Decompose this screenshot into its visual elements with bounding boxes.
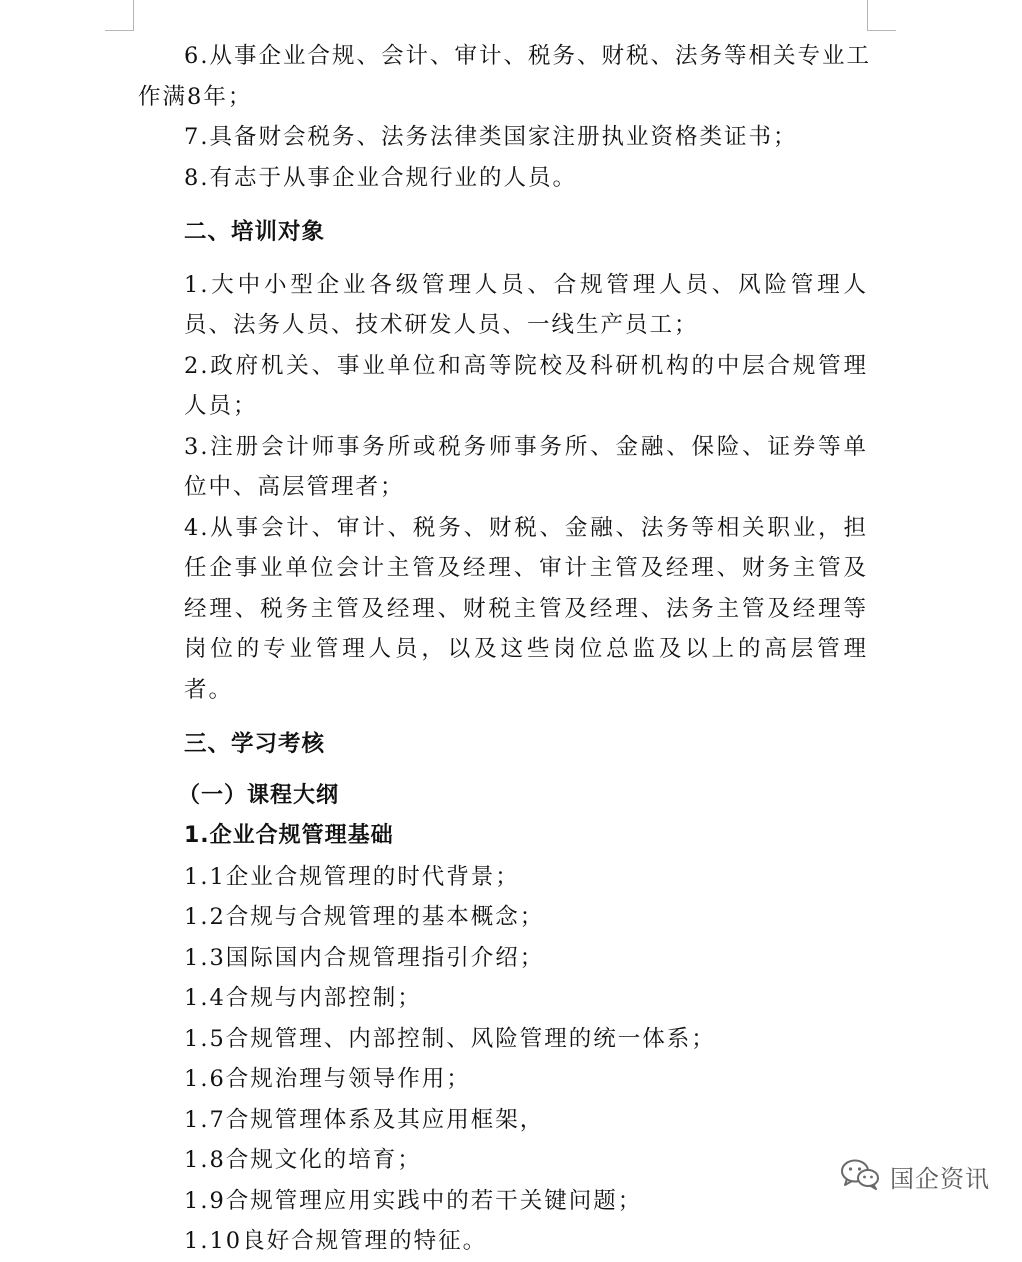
topic-item: 1.4合规与内部控制；	[184, 985, 422, 1011]
topic-item: 1.5合规管理、内部控制、风险管理的统一体系；	[184, 1025, 716, 1052]
target-item-1: 1.大中小型企业各级管理人员、合规管理人员、风险管理人员、法务人员、技术研发人员、一线生产员工；	[184, 271, 868, 338]
target-item-3: 3.注册会计师事务所或税务师事务所、金融、保险、证券等单位中、高层管理者；	[184, 433, 868, 500]
target-item-2: 2.政府机关、事业单位和高等院校及科研机构的中层合规管理人员；	[184, 352, 868, 419]
subsection-heading-course-outline: （一）课程大纲	[178, 782, 340, 808]
crop-mark-right	[867, 0, 896, 31]
topic-item: 1.6合规治理与领导作用；	[184, 1066, 471, 1092]
topic-item: 1.9合规管理应用实践中的若干关键问题；	[184, 1187, 643, 1214]
module-title: 1.企业合规管理基础	[184, 823, 394, 848]
crop-mark-left	[105, 0, 134, 31]
requirement-item-6-line-1: 6.从事企业合规、会计、审计、税务、财税、法务等相关专业工	[184, 43, 871, 69]
target-item-4: 4.从事会计、审计、税务、财税、金融、法务等相关职业，担任企事业单位会计主管及经理、审计主管及经理、财务主管及经理、税务主管及经理、财税主管及经理、法务主管及经理等岗位的专业管理人员，以及这些岗位总监及以上的高层管理者。	[184, 514, 868, 703]
topic-list	[138, 857, 868, 1262]
requirement-item-6-line-2: 作满8年；	[138, 83, 253, 110]
topic-item: 1.3国际国内合规管理指引介绍；	[184, 944, 545, 971]
section-heading-study-assessment: 三、学习考核	[184, 731, 326, 757]
topic-item: 1.2合规与合规管理的基本概念；	[184, 904, 545, 930]
watermark-text: 国企资讯	[890, 1164, 990, 1193]
watermark	[840, 1157, 990, 1195]
topic-item: 1.10良好合规管理的特征。	[184, 1228, 488, 1254]
topic-item: 1.8合规文化的培育；	[184, 1147, 422, 1173]
section-heading-training-targets: 二、培训对象	[184, 219, 326, 245]
topic-item: 1.1企业合规管理的时代背景；	[184, 863, 520, 890]
requirement-item-8: 8.有志于从事企业合规行业的人员。	[184, 164, 577, 191]
document-page	[138, 36, 871, 1262]
wechat-icon	[840, 1157, 880, 1195]
requirement-item-7: 7.具备财会税务、法务法律类国家注册执业资格类证书；	[184, 124, 798, 150]
topic-item: 1.7合规管理体系及其应用框架，	[184, 1106, 545, 1133]
